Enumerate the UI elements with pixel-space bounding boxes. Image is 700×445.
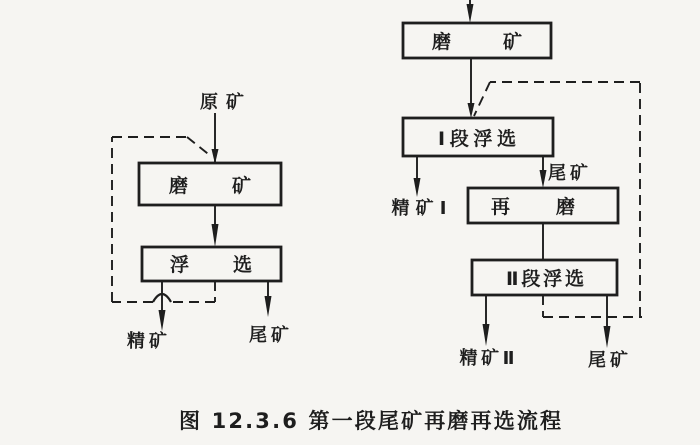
- flow-arrow-into-regrind: [540, 170, 547, 188]
- flow-arrow-tailings: [265, 296, 272, 317]
- figure-caption: 图 12.3.6 第一段尾矿再磨再选流程: [179, 409, 561, 433]
- flow-arrow-final-tailings: [604, 326, 611, 348]
- grinding-box-label: 磨矿: [432, 31, 522, 53]
- recycle-dashed-diagonal-join: [187, 137, 212, 157]
- tailings-mid-label: 尾矿: [548, 163, 588, 184]
- flow-arrow-concentrate2: [483, 324, 490, 346]
- stage2-flotation-box-label: Ⅱ段浮选: [506, 268, 584, 290]
- stage1-flotation-box-label: Ⅰ段浮选: [438, 128, 516, 150]
- flow-arrow-into-flotation: [212, 224, 219, 247]
- grinding-box: [139, 163, 281, 205]
- final-tailings-label: 尾矿: [588, 350, 628, 371]
- recycle-dashed-diagonal-join: [474, 82, 490, 116]
- flotation-box-label: 浮选: [170, 254, 252, 276]
- concentrate2-label: 精矿Ⅱ: [459, 348, 515, 369]
- flotation-box: [142, 247, 281, 281]
- left-flowchart: [112, 91, 289, 352]
- flow-arrow-concentrate1: [414, 178, 421, 197]
- right-flowchart: [392, 0, 643, 371]
- raw-ore-label: 原矿: [200, 92, 244, 113]
- tailings-label: 尾矿: [249, 325, 289, 346]
- concentrate1-label: 精矿Ⅰ: [391, 198, 447, 219]
- flow-arrow-into-stage1: [468, 103, 475, 118]
- concentrate-label: 精矿: [127, 331, 167, 352]
- flow-arrow-concentrate: [159, 310, 166, 331]
- grinding-box: [403, 23, 551, 58]
- flow-arrow-into-grinding: [467, 4, 474, 23]
- regrind-box-label: 再磨: [491, 196, 575, 218]
- grinding-box-label: 磨矿: [169, 175, 251, 197]
